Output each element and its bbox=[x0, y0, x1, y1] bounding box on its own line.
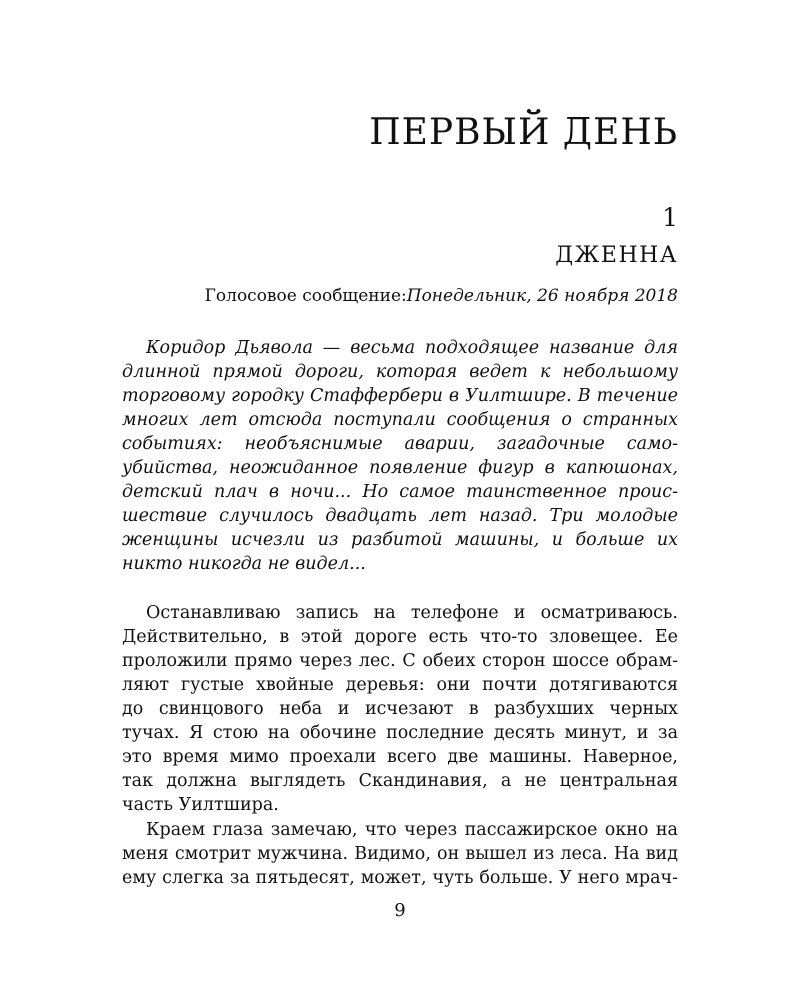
text-line: никто никогда не видел... bbox=[122, 554, 366, 574]
part-title: ПЕРВЫЙ ДЕНЬ bbox=[369, 112, 678, 153]
text-line: событиях: необъяснимые аварии, загадочные само- bbox=[122, 434, 678, 454]
voice-message-label: Голосовое сообщение: bbox=[204, 286, 407, 306]
paragraph-narration-1 bbox=[122, 601, 678, 817]
chapter-name: ДЖЕННА bbox=[555, 243, 678, 268]
text-line: меня смотрит мужчина. Видимо, он вышел из леса. На вид bbox=[122, 844, 678, 864]
text-line: так должна выглядеть Скандинавия, а не центральная bbox=[122, 771, 678, 791]
paragraph-narration-2 bbox=[122, 818, 678, 890]
text-line: многих лет отсюда поступали сообщения о странных bbox=[122, 410, 678, 430]
text-line: Действительно, в этой дороге есть что-то зловещее. Ее bbox=[122, 627, 678, 647]
text-line: Краем глаза замечаю, что через пассажирское окно на bbox=[146, 820, 678, 840]
text-line: часть Уилтшира. bbox=[122, 795, 279, 815]
voice-message-date: Понедельник, 26 ноября 2018 bbox=[406, 286, 678, 306]
text-line: женщины исчезли из разбитой машины, и больше их bbox=[122, 530, 678, 550]
text-line: Коридор Дьявола — весьма подходящее название для bbox=[146, 338, 678, 358]
paragraph-voice-transcript bbox=[122, 336, 678, 576]
text-line: ему слегка за пятьдесят, может, чуть больше. У него мрач- bbox=[122, 868, 678, 888]
text-line: это время мимо проехали всего две машины. Наверное, bbox=[122, 747, 678, 767]
chapter-number: 1 bbox=[662, 203, 678, 232]
text-line: ляют густые хвойные деревья: они почти дотягиваются bbox=[122, 675, 678, 695]
text-line: длинной прямой дороги, которая ведет к небольшому bbox=[122, 362, 678, 382]
text-line: проложили прямо через лес. С обеих сторон шоссе обрам- bbox=[122, 651, 678, 671]
text-line: детский плач в ночи... Но самое таинственное проис- bbox=[122, 482, 678, 502]
text-line: убийства, неожиданное появление фигур в капюшонах, bbox=[122, 458, 678, 478]
text-line: тучах. Я стою на обочине последние десять минут, и за bbox=[122, 723, 678, 743]
text-line: Останавливаю запись на телефоне и осматриваюсь. bbox=[146, 603, 678, 623]
text-line: торговому городку Стаффербери в Уилтшире. В течение bbox=[122, 386, 678, 406]
page-number: 9 bbox=[394, 900, 406, 921]
voice-message-line bbox=[122, 286, 678, 306]
text-line: шествие случилось двадцать лет назад. Три молодые bbox=[122, 506, 678, 526]
text-line: до свинцового неба и исчезают в разбухших черных bbox=[122, 699, 678, 719]
